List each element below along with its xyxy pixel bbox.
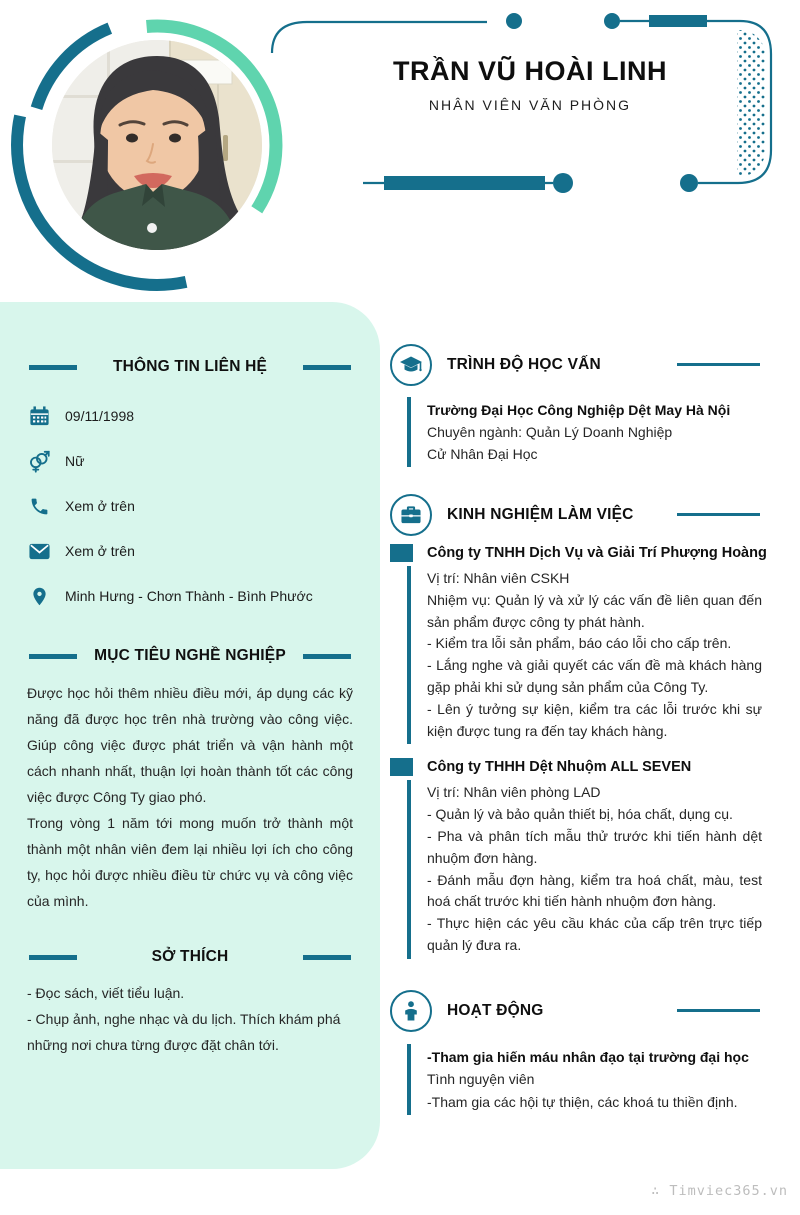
left-sidebar-panel [0,302,380,1169]
portrait-illustration [52,40,262,250]
school-name: Trường Đại Học Công Nghiệp Dệt May Hà Nội [427,402,731,418]
location-icon [27,584,51,608]
activities-section-head [390,990,795,1032]
company-name: Công ty TNHH Dịch Vụ và Giải Trí Phượng Hoàng [427,545,767,561]
section-head-line [677,1009,760,1012]
job-line: Vị trí: Nhân viên CSKH [427,570,570,586]
activity-title: -Tham gia hiến máu nhân đạo tại trường đại học [427,1048,749,1065]
hobby-item: - Chụp ảnh, nghe nhạc và du lịch. Thích khám phá những nơi chưa từng được đặt chân tới. [27,1011,341,1053]
education-details [407,397,795,467]
header-name-block [280,56,780,113]
company-bullet [390,544,413,562]
job-line: - Đánh mẫu đợn hàng, kiểm tra hoá chất, màu, test hoá chất trước khi tiến hành nhuộm đơn hàng. [427,871,762,910]
envelope-icon [27,539,51,563]
person-icon [390,990,432,1032]
hobbies-heading-label: SỞ THÍCH [151,948,229,965]
gender-value: Nữ [65,453,85,469]
contact-heading-label: THÔNG TIN LIÊN HỆ [112,358,268,375]
contact-row-gender [27,449,353,473]
education-heading-label: TRÌNH ĐỘ HỌC VẤN [447,356,601,373]
activity-line: -Tham gia các hội tự thiện, các khoá tu thiền định. [427,1093,738,1110]
major: Chuyên ngành: Quản Lý Doanh Nghiệp [427,424,673,440]
main-content-column [390,344,795,1115]
site-watermark: ∴ Timviec365.vn [651,1183,788,1199]
job-line: - Kiểm tra lỗi sản phẩm, báo cáo lỗi cho cấp trên. [427,635,732,652]
contact-list [27,404,353,608]
contact-row-birthday [27,404,353,428]
address-value: Minh Hưng - Chơn Thành - Bình Phước [65,588,313,604]
job-details [407,780,795,958]
experience-heading-label: KINH NGHIỆM LÀM VIỆC [447,506,634,523]
job-line: - Quản lý và bảo quản thiết bị, hóa chất, dụng cụ. [427,806,733,823]
heading-dash-right [303,955,351,960]
heading-dash-right [303,365,351,370]
phone-icon [27,494,51,518]
gender-icon [27,449,51,473]
profile-photo [52,40,262,250]
objective-heading [29,647,351,665]
objective-heading-label: MỤC TIÊU NGHỀ NGHIỆP [94,647,286,664]
objective-paragraph: Được học hỏi thêm nhiều điều mới, áp dụng các kỹ năng đã được học trên nhà trường vào công việc. Giúp công việc được phát triển và vận hành một cách nhanh nhất, thuận lợi hoàn thành tốt các công việc được Công Ty giao phó. [27,685,353,805]
job-line: - Lắng nghe và giải quyết các vấn đề mà khách hàng gặp phải khi sử dụng sản phẩm của Công Ty. [427,657,762,695]
job-company-row [390,544,795,562]
heading-dash-right [303,654,351,659]
company-name: Công ty THHH Dệt Nhuộm ALL SEVEN [427,759,692,776]
contact-row-address [27,584,353,608]
heading-dash-left [29,365,77,370]
hobbies-list [27,980,353,1058]
section-head-line [677,363,760,366]
job-details [407,566,795,744]
activities-details [407,1044,795,1116]
company-bullet [390,758,413,776]
hobby-item: - Đọc sách, viết tiểu luận. [27,985,185,1001]
job-line: Nhiệm vụ: Quản lý và xử lý các vấn đề liên quan đến sản phẩm được công ty phát hành. [427,591,762,630]
heading-dash-left [29,955,77,960]
job-line: Vị trí: Nhân viên phòng LAD [427,784,601,801]
graduation-cap-icon [390,344,432,386]
calendar-icon [27,404,51,428]
job-company-row [390,758,795,776]
section-head-line [677,513,760,516]
birthday-value: 09/11/1998 [65,408,135,424]
heading-dash-left [29,654,77,659]
contact-row-phone [27,494,353,518]
job-line: - Pha và phân tích mẫu thử trước khi tiến hành dệt nhuộm đơn hàng. [427,827,762,866]
job-line: - Lên ý tưởng sự kiện, kiểm tra các lỗi trước khi sự kiện được tung ra đến tay khách hàng. [427,700,762,739]
education-section-head [390,344,795,386]
email-value: Xem ở trên [65,543,135,559]
hobbies-heading [29,948,351,966]
contact-heading [29,358,351,376]
objective-paragraph: Trong vòng 1 năm tới mong muốn trở thành một thành một nhân viên đem lại nhiều lợi ích cho công ty, học hỏi được nhiều điều từ chức vụ và công việc của mình. [27,815,353,909]
activity-line: Tình nguyện viên [427,1071,535,1088]
activities-heading-label: HOẠT ĐỘNG [447,1001,544,1019]
experience-section-head [390,494,795,536]
job-line: - Thực hiện các yêu cầu khác của cấp trên trực tiếp quản lý đưa ra. [427,915,762,953]
degree: Cử Nhân Đại Học [427,446,538,462]
contact-row-email [27,539,353,563]
briefcase-icon [390,494,432,536]
phone-value: Xem ở trên [65,498,135,514]
candidate-job-title: NHÂN VIÊN VĂN PHÒNG [428,97,632,113]
candidate-name: TRẦN VŨ HOÀI LINH [393,56,667,86]
